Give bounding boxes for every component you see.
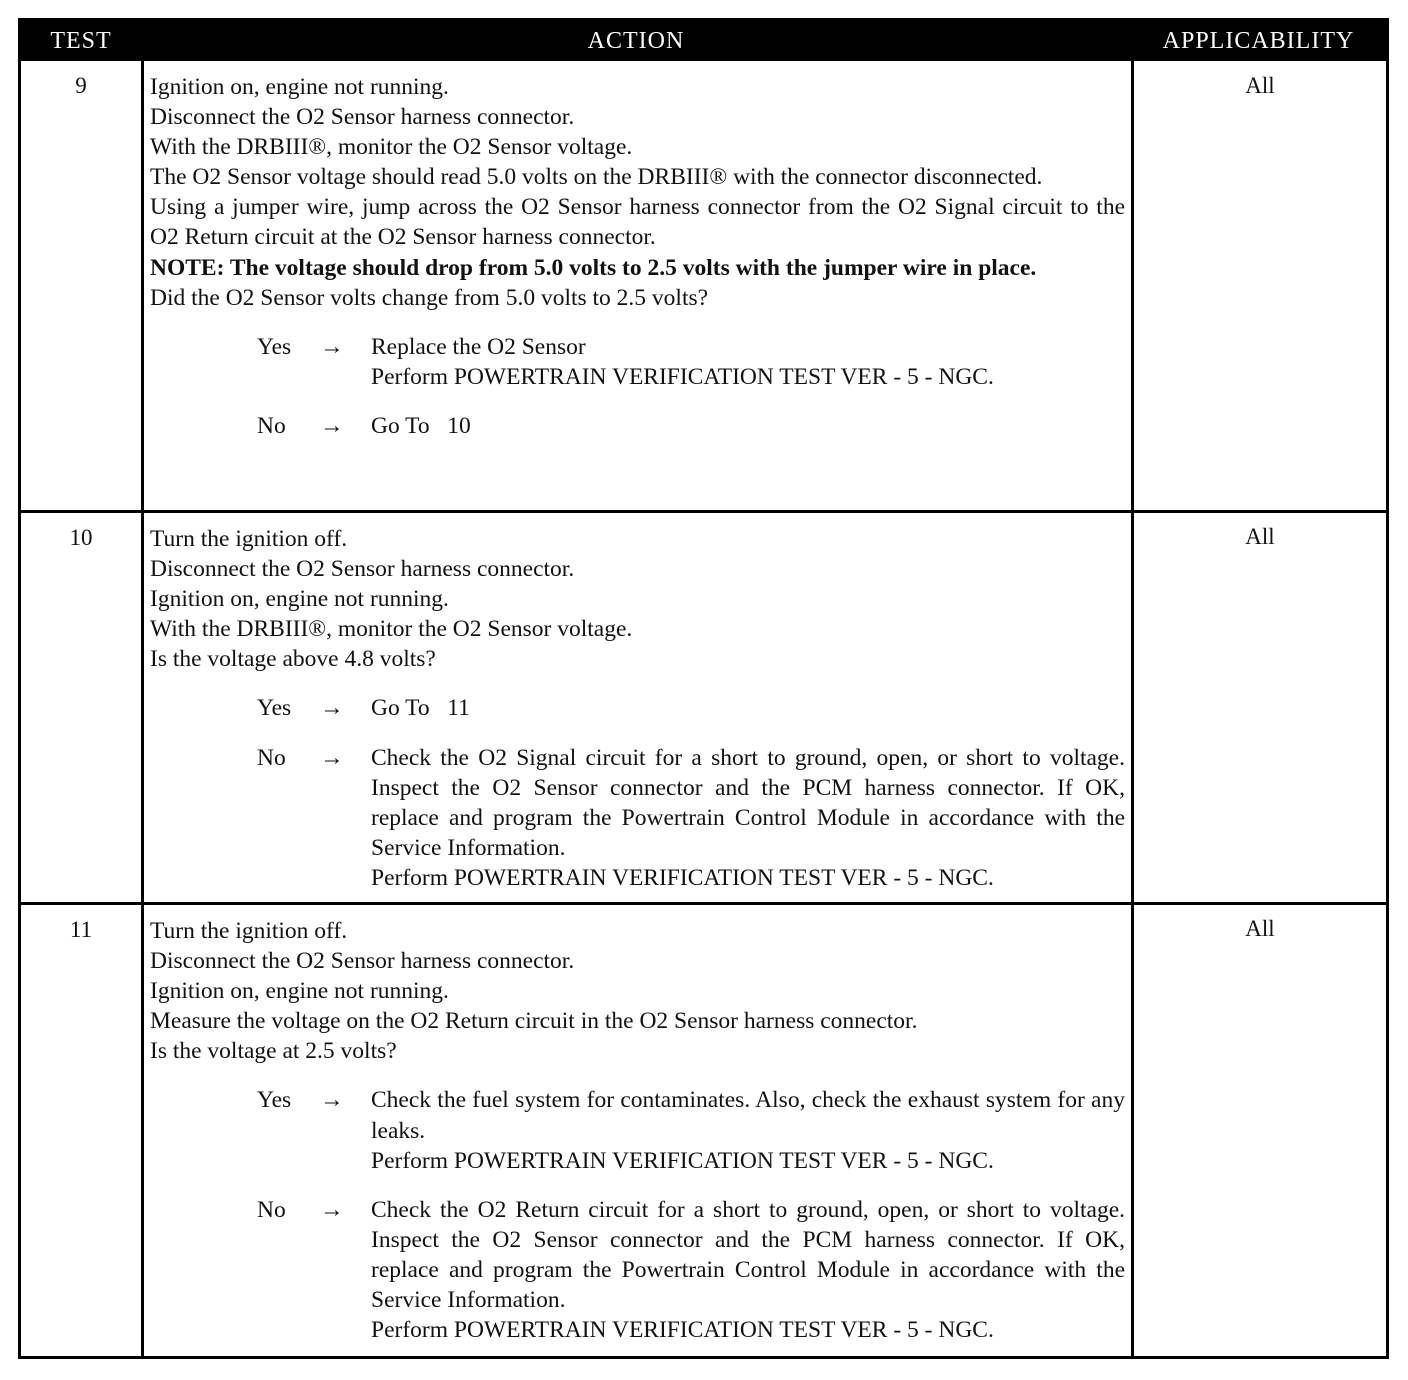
right-arrow-icon: → [320, 1087, 344, 1114]
branch-line: Go To 10 [371, 412, 471, 439]
note-text: NOTE: The voltage should drop from 5.0 volts to 2.5 volts with the jumper wire in place. [150, 254, 1037, 281]
branch-line: Perform POWERTRAIN VERIFICATION TEST VER - 5 - NGC. [371, 1317, 994, 1344]
action-cell-11 [150, 916, 1125, 1345]
branch-line: Check the O2 Signal circuit for a short to ground, open, or short to voltage. Inspect the O2 Sensor connector and the PCM harness connector. If OK, replace and program the Powertrain Control Module in accordance with the Service Information. [371, 744, 1125, 861]
yes-label: Yes [257, 1087, 292, 1114]
question-text: Is the voltage at 2.5 volts? [150, 1038, 397, 1065]
branch-line: Perform POWERTRAIN VERIFICATION TEST VER - 5 - NGC. [371, 363, 994, 390]
column-divider-test [141, 21, 144, 1356]
yes-label: Yes [257, 695, 292, 722]
test-number-9: 9 [75, 73, 87, 98]
header-action: ACTION [587, 28, 685, 54]
no-label: No [257, 412, 286, 439]
branch-line: Check the O2 Return circuit for a short to ground, open, or short to voltage. Inspect the O2 Sensor connector and the PCM harness connector. If OK, replace and program the Powertrain Control Module in accordance with the Service Information. [371, 1196, 1125, 1314]
action-cell-10 [150, 524, 1125, 893]
row-divider-10-11 [21, 902, 1386, 905]
step-line: Turn the ignition off. [150, 918, 348, 944]
row-divider-9-10 [21, 510, 1386, 513]
applicability-9: All [1245, 73, 1275, 98]
diagnostic-test-table [18, 18, 1389, 1359]
step-line: With the DRBIII®, monitor the O2 Sensor voltage. [150, 134, 633, 161]
yes-label: Yes [257, 333, 292, 360]
branch-line: Replace the O2 Sensor [371, 333, 586, 360]
right-arrow-icon: → [320, 333, 344, 360]
action-cell-9 [150, 72, 1125, 441]
step-line: Ignition on, engine not running. [150, 978, 449, 1005]
header-applicability: APPLICABILITY [1162, 28, 1355, 54]
step-line: Using a jumper wire, jump across the O2 Sensor harness connector from the O2 Signal circuit to the O2 Return circuit at the O2 Sensor harness connector. [150, 194, 1125, 251]
table-header [21, 21, 1386, 61]
test-number-11: 11 [69, 917, 93, 942]
yes-branch [150, 1085, 1125, 1175]
step-line: Ignition on, engine not running. [150, 586, 449, 613]
applicability-11: All [1245, 916, 1275, 941]
step-line: Ignition on, engine not running. [150, 74, 449, 100]
no-branch [150, 1195, 1125, 1345]
applicability-10: All [1245, 524, 1275, 549]
question-text: Did the O2 Sensor volts change from 5.0 volts to 2.5 volts? [150, 284, 709, 311]
right-arrow-icon: → [320, 695, 344, 722]
step-line: The O2 Sensor voltage should read 5.0 volts on the DRBIII® with the connector disconnected. [150, 164, 1043, 191]
column-divider-applicability [1131, 21, 1134, 1356]
no-branch [150, 411, 1125, 441]
step-line: With the DRBIII®, monitor the O2 Sensor voltage. [150, 616, 633, 643]
right-arrow-icon: → [320, 412, 344, 439]
step-line: Disconnect the O2 Sensor harness connector. [150, 556, 575, 583]
header-test: TEST [50, 28, 112, 54]
question-text: Is the voltage above 4.8 volts? [150, 646, 436, 673]
branch-line: Check the fuel system for contaminates. Also, check the exhaust system for any leaks. [371, 1087, 1125, 1144]
no-branch [150, 743, 1125, 893]
step-line: Disconnect the O2 Sensor harness connector. [150, 104, 575, 131]
branch-line: Perform POWERTRAIN VERIFICATION TEST VER - 5 - NGC. [371, 864, 994, 891]
test-number-10: 10 [69, 525, 93, 550]
step-line: Measure the voltage on the O2 Return circuit in the O2 Sensor harness connector. [150, 1008, 918, 1035]
yes-branch [150, 693, 1125, 723]
right-arrow-icon: → [320, 744, 344, 771]
right-arrow-icon: → [320, 1196, 344, 1223]
yes-branch [150, 332, 1125, 392]
branch-line: Go To 11 [371, 695, 470, 722]
branch-line: Perform POWERTRAIN VERIFICATION TEST VER - 5 - NGC. [371, 1147, 994, 1174]
no-label: No [257, 744, 286, 771]
step-line: Disconnect the O2 Sensor harness connector. [150, 948, 575, 975]
step-line: Turn the ignition off. [150, 526, 348, 552]
no-label: No [257, 1196, 286, 1223]
